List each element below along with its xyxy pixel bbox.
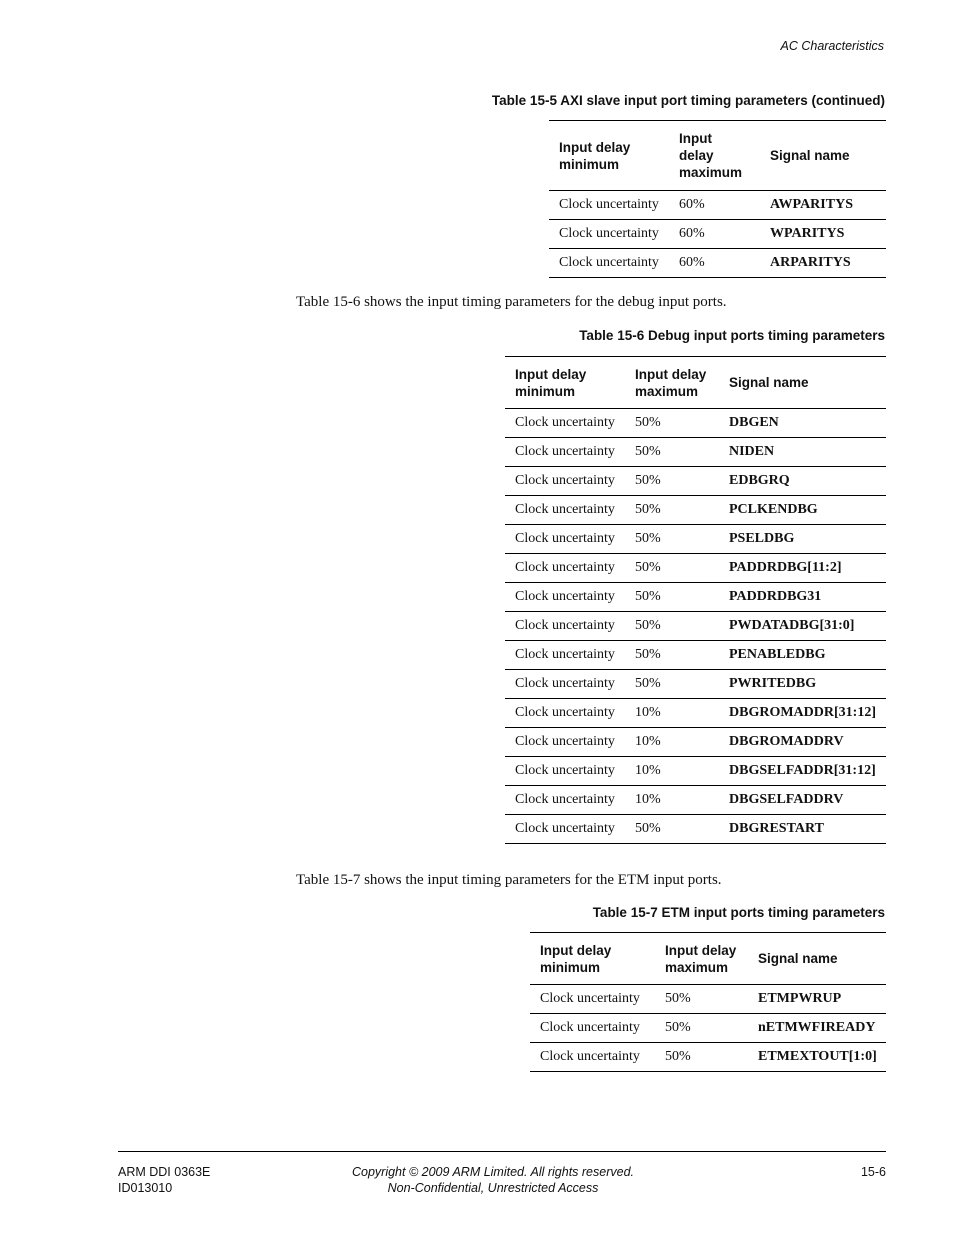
body-paragraph: Table 15-7 shows the input timing parameters for the ETM input ports.	[296, 872, 722, 888]
table-row: Clock uncertainty 50% PADDRDBG[11:2]	[505, 554, 886, 583]
table-row: Clock uncertainty 50% PWDATADBG[31:0]	[505, 612, 886, 641]
column-header: Input delay minimum	[505, 357, 625, 409]
table-caption-15-6: Table 15-6 Debug input ports timing parameters	[579, 328, 885, 343]
table-row: Clock uncertainty 50% ETMEXTOUT[1:0]	[530, 1043, 886, 1072]
table-row: Clock uncertainty 10% DBGSELFADDR[31:12]	[505, 757, 886, 786]
column-header: Input delay maximum	[655, 933, 748, 985]
table-row: Clock uncertainty 50% PSELDBG	[505, 525, 886, 554]
table-row: Clock uncertainty 50% nETMWFIREADY	[530, 1014, 886, 1043]
table-row: Clock uncertainty 50% EDBGRQ	[505, 467, 886, 496]
column-header: Input delay maximum	[625, 357, 719, 409]
table-row: Clock uncertainty 50% ETMPWRUP	[530, 985, 886, 1014]
page-number: 15-6	[860, 1165, 886, 1179]
running-header: AC Characteristics	[780, 39, 884, 53]
column-header: Input delay minimum	[549, 121, 669, 191]
table-caption-15-7: Table 15-7 ETM input ports timing parameters	[592, 905, 885, 920]
table-caption-15-5: Table 15-5 AXI slave input port timing parameters (continued)	[491, 93, 885, 108]
copyright-notice: Copyright © 2009 ARM Limited. All rights reserved.	[351, 1165, 634, 1179]
table-row: Clock uncertainty 50% DBGEN	[505, 409, 886, 438]
column-header: Input delay maximum	[669, 121, 760, 191]
access-notice: Non-Confidential, Unrestricted Access	[387, 1181, 599, 1195]
column-header: Signal name	[719, 357, 886, 409]
footer-doc-info	[118, 1164, 210, 1196]
column-header: Signal name	[748, 933, 886, 985]
body-paragraph: Table 15-6 shows the input timing parameters for the debug input ports.	[296, 294, 727, 310]
table-row: Clock uncertainty 60% ARPARITYS	[549, 249, 886, 278]
table-row: Clock uncertainty 50% PENABLEDBG	[505, 641, 886, 670]
table-row: Clock uncertainty 60% WPARITYS	[549, 220, 886, 249]
doc-id: ID013010	[118, 1181, 173, 1195]
table-row: Clock uncertainty 50% PWRITEDBG	[505, 670, 886, 699]
table-15-7	[530, 932, 886, 1072]
footer-divider	[118, 1151, 886, 1152]
table-row: Clock uncertainty 50% PCLKENDBG	[505, 496, 886, 525]
table-row: Clock uncertainty 10% DBGSELFADDRV	[505, 786, 886, 815]
footer-legal	[300, 1164, 686, 1196]
table-row: Clock uncertainty 50% NIDEN	[505, 438, 886, 467]
table-row: Clock uncertainty 10% DBGROMADDRV	[505, 728, 886, 757]
table-15-5	[549, 120, 886, 278]
table-row: Clock uncertainty 50% DBGRESTART	[505, 815, 886, 844]
table-row: Clock uncertainty 10% DBGROMADDR[31:12]	[505, 699, 886, 728]
table-15-6	[505, 356, 886, 844]
table-row: Clock uncertainty 50% PADDRDBG31	[505, 583, 886, 612]
column-header: Signal name	[760, 121, 886, 191]
doc-number: ARM DDI 0363E	[118, 1165, 211, 1179]
column-header: Input delay minimum	[530, 933, 655, 985]
table-row: Clock uncertainty 60% AWPARITYS	[549, 191, 886, 220]
